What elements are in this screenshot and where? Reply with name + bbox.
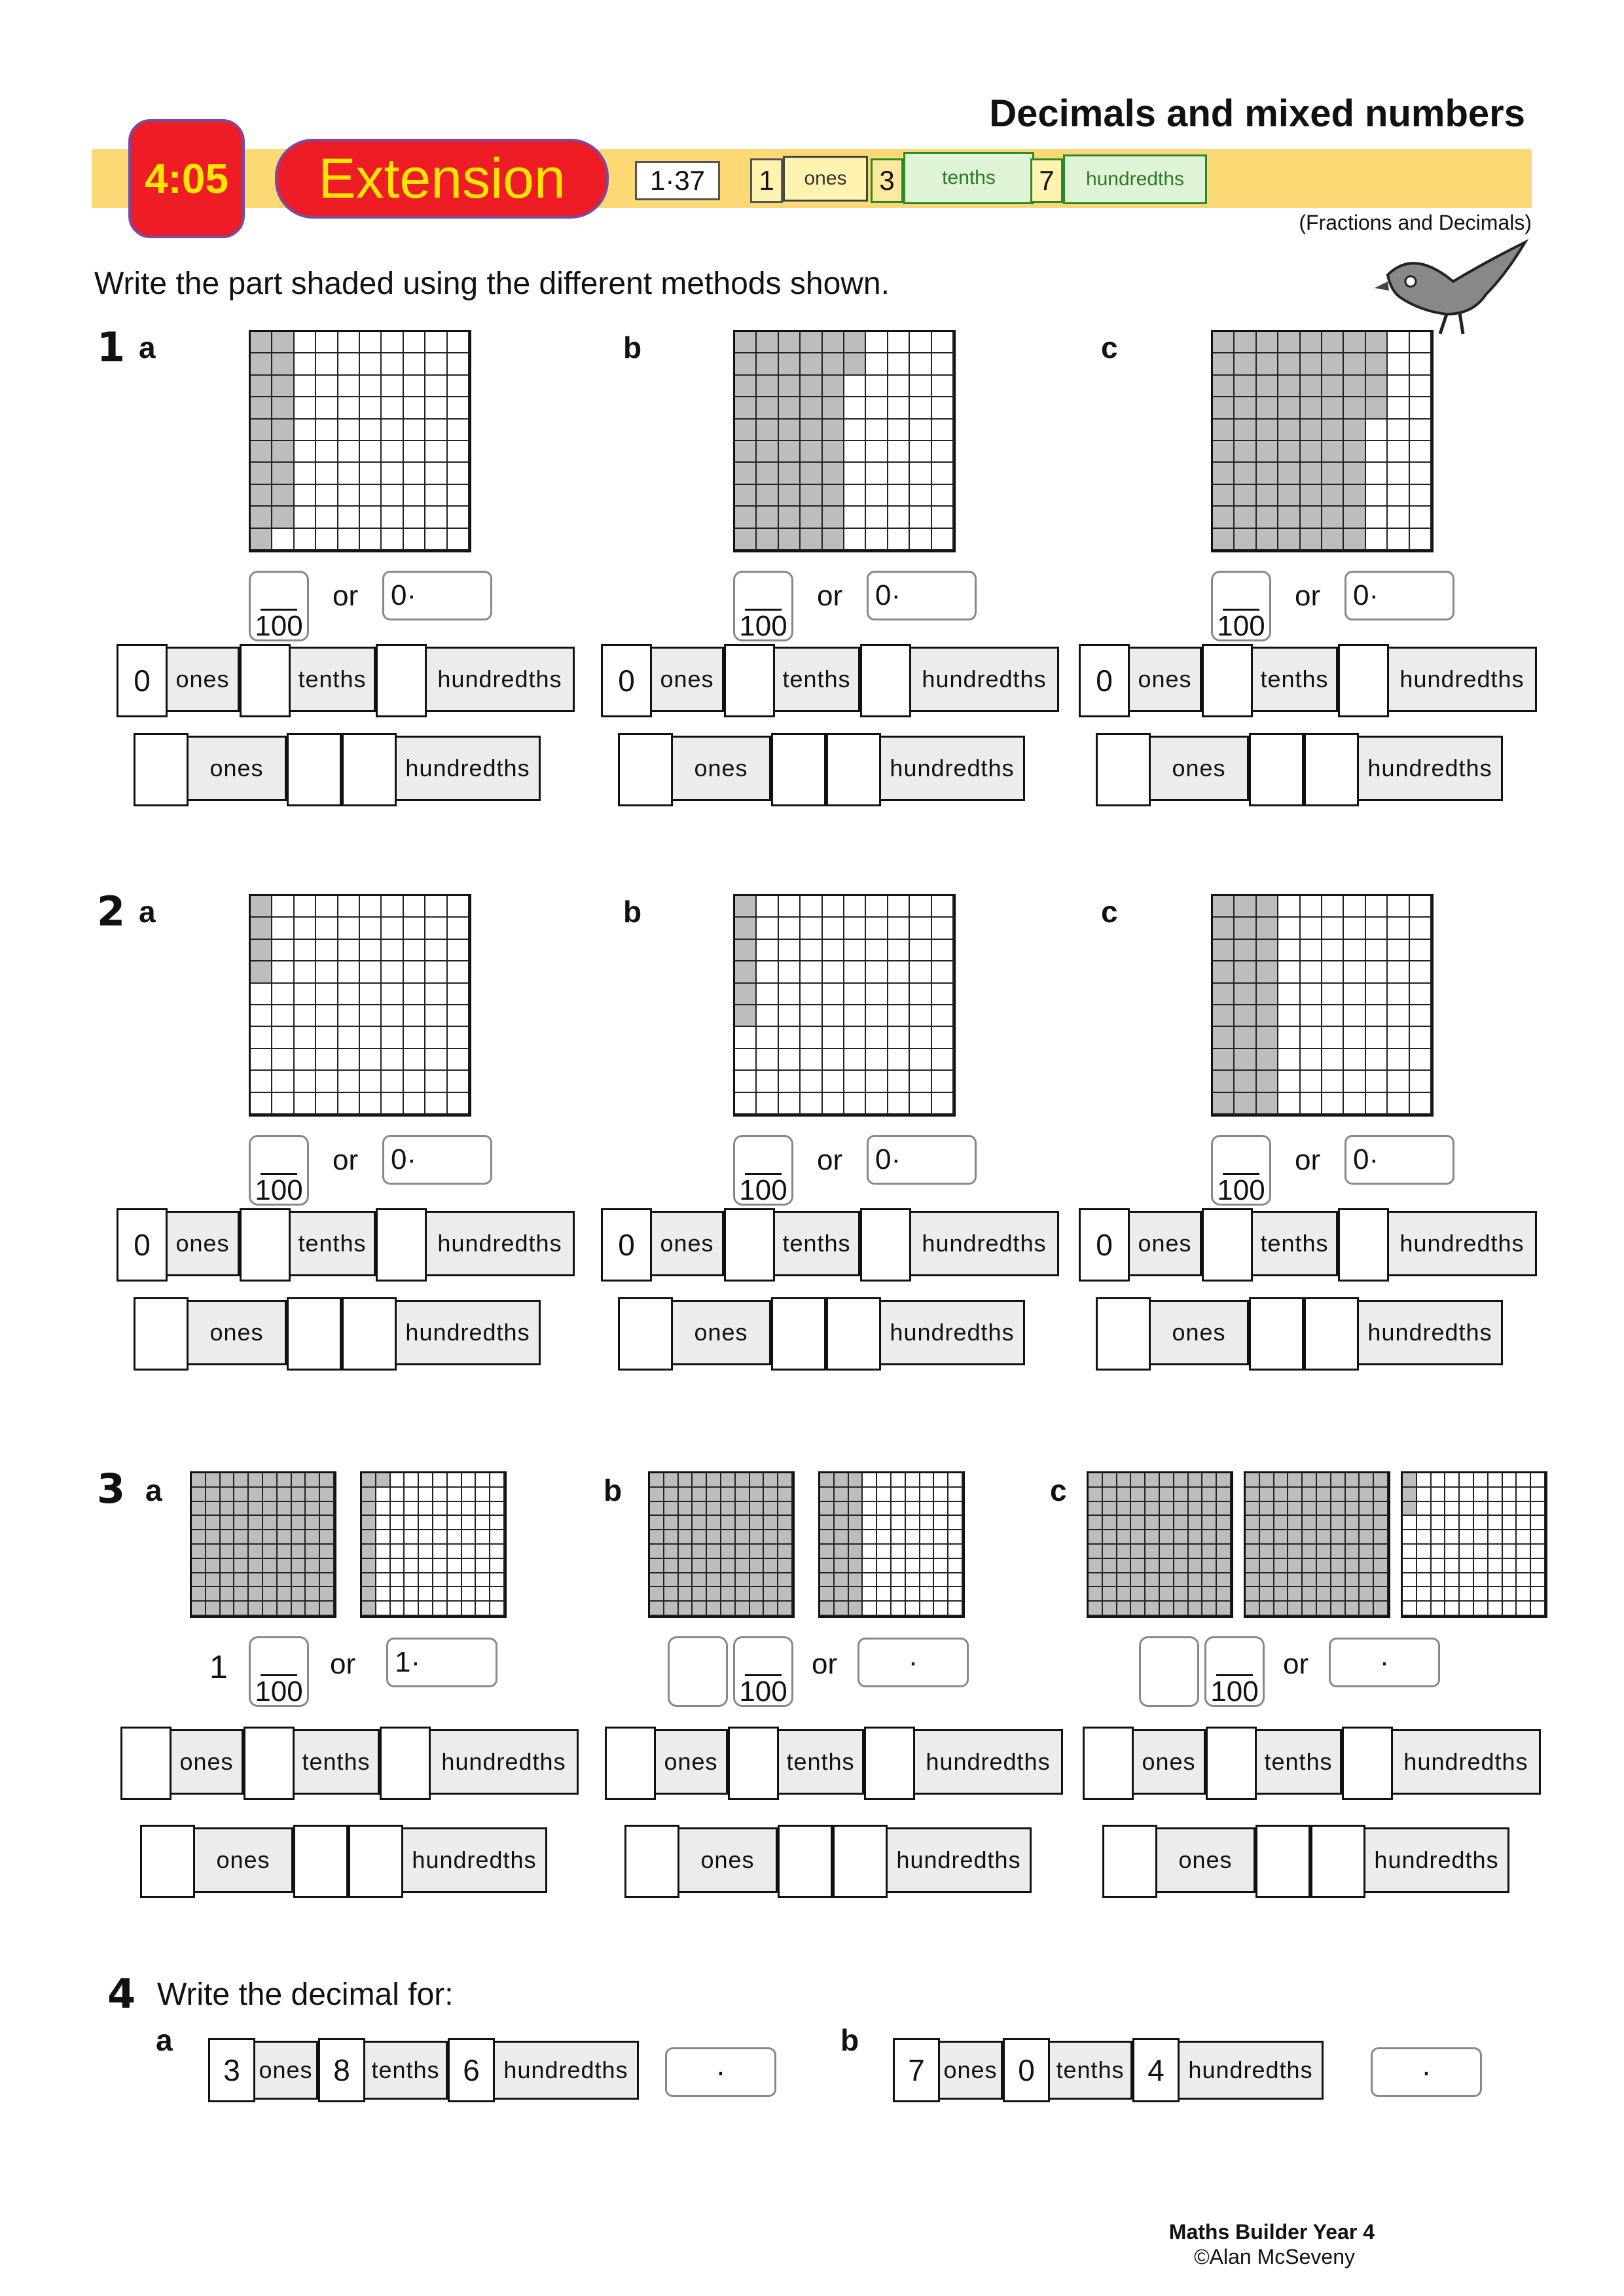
q3-b-denominator: 100 [739, 1676, 787, 1708]
q2-c-row1-hundredths-label: hundredths [1389, 1211, 1537, 1276]
q2-c-row1-tenths-label: tenths [1253, 1211, 1338, 1276]
q2-b-denominator: 100 [739, 1174, 787, 1206]
q3-c-row1-hundredths-label: hundredths [1393, 1729, 1541, 1795]
q2-c-row2-hundredths-box[interactable] [1304, 1297, 1359, 1371]
q1-c-row2-hundredths-box[interactable] [1304, 733, 1359, 806]
q3-c-row2-ones-box[interactable] [1102, 1825, 1157, 1898]
q2-b-row2-ones-box[interactable] [618, 1297, 673, 1371]
q3-a-row1-ones-label: ones [171, 1729, 244, 1795]
q2-b-row1-tenths-label: tenths [775, 1211, 860, 1276]
q2-b-row2-ones-label: ones [673, 1300, 771, 1365]
q4-a-ones-digit: 3 [208, 2038, 255, 2102]
q2-a-row1-ones-label: ones [168, 1211, 240, 1276]
code-badge: 4:05 [128, 119, 245, 238]
q2-c-denominator: 100 [1217, 1174, 1265, 1206]
q3-a-denominator: 100 [255, 1676, 303, 1708]
q2-c-row2-tenths-box[interactable] [1249, 1297, 1304, 1371]
q3-b-row2-ones-label: ones [679, 1827, 778, 1893]
q2-c-or: or [1295, 1144, 1321, 1176]
q1-c-row1-hundredths-label: hundredths [1389, 647, 1537, 712]
q3-b-row1-tenths-label: tenths [779, 1729, 864, 1795]
q1-b-row1-ones-label: ones [652, 647, 724, 712]
q3-a-row2-tenths-box[interactable] [293, 1825, 348, 1898]
q3-b-whole-box[interactable] [668, 1636, 728, 1707]
q3-a-row2-ones-label: ones [195, 1827, 293, 1893]
q4-a-ones-label: ones [255, 2041, 318, 2100]
q3-a-whole-number: 1 [209, 1649, 228, 1685]
q1-a-row1-tenths-label: tenths [291, 647, 376, 712]
q4-number: 4 [107, 1970, 136, 2018]
q3-a-row2-ones-box[interactable] [140, 1825, 195, 1898]
q2-c-row1-tenths-box[interactable] [1202, 1208, 1253, 1282]
q2-part-a-letter: a [139, 895, 156, 929]
q3-a-row1-ones-box[interactable] [120, 1727, 171, 1800]
q2-a-or: or [333, 1144, 359, 1176]
q1-c-row1-tenths-label: tenths [1253, 647, 1338, 712]
q2-a-row1-ones-box[interactable]: 0 [117, 1208, 168, 1282]
q3-a-row2-hundredths-label: hundredths [403, 1827, 547, 1893]
q3-b-or: or [812, 1648, 838, 1680]
instruction: Write the part shaded using the different methods shown. [94, 266, 890, 301]
q1-a-decimal-box[interactable]: 0· [382, 571, 492, 620]
q1-b-or: or [817, 580, 843, 612]
example-number: 1·37 [635, 161, 720, 200]
q3-a-row1-hundredths-box[interactable] [380, 1727, 431, 1800]
q1-c-decimal-box[interactable]: 0· [1344, 571, 1454, 620]
q3-b-row2-hundredths-label: hundredths [888, 1827, 1032, 1893]
q1-a-row1-ones-label: ones [168, 647, 240, 712]
q3-b-row1-hundredths-label: hundredths [915, 1729, 1063, 1795]
topic-title: Decimals and mixed numbers [989, 92, 1525, 135]
q3-a-grid-1 [190, 1471, 336, 1618]
q2-a-row2-ones-box[interactable] [134, 1297, 189, 1371]
q3-c-row1-ones-box[interactable] [1083, 1727, 1134, 1800]
q2-a-row2-hundredths-label: hundredths [397, 1300, 541, 1365]
q1-b-row2-ones-label: ones [673, 736, 771, 801]
q2-c-row2-hundredths-label: hundredths [1359, 1300, 1503, 1365]
q3-b-grid-2 [818, 1471, 965, 1618]
q3-a-or: or [330, 1648, 356, 1680]
q1-a-grid [249, 330, 471, 552]
q4-b-ones-digit: 7 [893, 2038, 940, 2102]
q1-part-c-letter: c [1101, 331, 1118, 365]
q2-c-decimal-box[interactable]: 0· [1344, 1135, 1454, 1185]
q1-b-row1-hundredths-label: hundredths [911, 647, 1059, 712]
q2-a-row2-ones-label: ones [189, 1300, 287, 1365]
q3-part-c-letter: c [1050, 1473, 1067, 1507]
q1-a-row1-hundredths-box[interactable] [376, 644, 427, 717]
q3-c-or: or [1283, 1648, 1309, 1680]
q4-prompt: Write the decimal for: [157, 1977, 454, 2012]
q1-a-row2-ones-label: ones [189, 736, 287, 801]
q3-c-row1-tenths-label: tenths [1257, 1729, 1342, 1795]
q1-b-row1-ones-box[interactable]: 0 [601, 644, 652, 717]
q3-c-grid-3 [1401, 1471, 1547, 1618]
q3-c-row1-ones-label: ones [1134, 1729, 1206, 1795]
q2-b-row1-tenths-box[interactable] [724, 1208, 775, 1282]
q3-b-row1-tenths-box[interactable] [728, 1727, 779, 1800]
q3-c-row2-tenths-box[interactable] [1255, 1825, 1310, 1898]
q3-b-grid-1 [648, 1471, 795, 1618]
q4-b-answer-box[interactable]: · [1371, 2047, 1482, 2097]
q2-a-decimal-box[interactable]: 0· [382, 1135, 492, 1185]
q1-b-row1-hundredths-box[interactable] [860, 644, 911, 717]
q1-a-row1-ones-box[interactable]: 0 [117, 644, 168, 717]
q2-a-row1-hundredths-label: hundredths [427, 1211, 575, 1276]
q3-b-decimal-box[interactable]: · [857, 1638, 969, 1687]
q1-b-row1-tenths-label: tenths [775, 647, 860, 712]
q3-c-row1-tenths-box[interactable] [1206, 1727, 1257, 1800]
q3-c-whole-box[interactable] [1139, 1636, 1199, 1707]
footer-author: ©Alan McSeveny [1194, 2245, 1355, 2269]
q3-b-row2-ones-box[interactable] [624, 1825, 679, 1898]
q3-a-row1-tenths-box[interactable] [244, 1727, 295, 1800]
q2-c-row2-ones-box[interactable] [1096, 1297, 1151, 1371]
q1-c-row1-hundredths-box[interactable] [1338, 644, 1389, 717]
q1-a-row2-tenths-box[interactable] [287, 733, 342, 806]
q3-a-row1-tenths-label: tenths [295, 1729, 380, 1795]
footer-book: Maths Builder Year 4 [1168, 2220, 1375, 2244]
q2-c-row1-ones-label: ones [1130, 1211, 1202, 1276]
q3-a-row2-hundredths-box[interactable] [348, 1825, 403, 1898]
q2-part-b-letter: b [623, 895, 642, 929]
q3-number: 3 [97, 1465, 126, 1513]
q1-c-grid [1211, 330, 1434, 552]
q4-a-hundredths-label: hundredths [495, 2041, 639, 2100]
q3-b-row2-tenths-box[interactable] [778, 1825, 833, 1898]
q4-b-hundredths-label: hundredths [1180, 2041, 1324, 2100]
q3-a-grid-2 [360, 1471, 507, 1618]
q2-a-grid [249, 894, 471, 1117]
example-ones-digit: 1 [750, 158, 783, 203]
q2-c-row1-ones-box[interactable]: 0 [1079, 1208, 1130, 1282]
q3-c-denominator: 100 [1210, 1676, 1259, 1708]
q4-b-ones-label: ones [940, 2041, 1003, 2100]
q1-a-row1-hundredths-label: hundredths [427, 647, 575, 712]
q2-a-row1-tenths-label: tenths [291, 1211, 376, 1276]
q2-a-row1-tenths-box[interactable] [240, 1208, 291, 1282]
q2-b-row2-hundredths-box[interactable] [826, 1297, 881, 1371]
subtitle: (Fractions and Decimals) [1299, 211, 1532, 234]
q1-a-row2-hundredths-label: hundredths [397, 736, 541, 801]
q3-part-a-letter: a [145, 1473, 162, 1507]
q1-c-row1-tenths-box[interactable] [1202, 644, 1253, 717]
q2-c-grid [1211, 894, 1434, 1117]
q4-a-tenths-digit: 8 [318, 2038, 365, 2102]
q2-a-row2-tenths-box[interactable] [287, 1297, 342, 1371]
q1-a-row1-tenths-box[interactable] [240, 644, 291, 717]
q2-b-row2-hundredths-label: hundredths [881, 1300, 1025, 1365]
example-tenths-digit: 3 [871, 158, 903, 203]
q4-a-hundredths-digit: 6 [448, 2038, 495, 2102]
q2-c-row2-ones-label: ones [1151, 1300, 1249, 1365]
q1-a-row2-hundredths-box[interactable] [342, 733, 397, 806]
q1-b-row2-tenths-box[interactable] [771, 733, 826, 806]
q2-b-row1-hundredths-label: hundredths [911, 1211, 1059, 1276]
q1-number: 1 [97, 323, 126, 371]
q3-c-row2-hundredths-box[interactable] [1310, 1825, 1365, 1898]
q1-c-or: or [1295, 580, 1321, 612]
q1-c-denominator: 100 [1217, 610, 1265, 642]
q1-b-row2-hundredths-box[interactable] [826, 733, 881, 806]
q1-part-a-letter: a [139, 331, 156, 365]
q3-c-grid-2 [1244, 1471, 1390, 1618]
q3-b-row2-hundredths-box[interactable] [833, 1825, 888, 1898]
q4-b-tenths-digit: 0 [1003, 2038, 1050, 2102]
q1-a-denominator: 100 [255, 610, 303, 642]
q2-b-row1-ones-label: ones [652, 1211, 724, 1276]
q1-b-grid [733, 330, 956, 552]
q2-b-decimal-box[interactable]: 0· [867, 1135, 977, 1185]
q4-b-tenths-label: tenths [1050, 2041, 1132, 2100]
q3-c-row1-hundredths-box[interactable] [1342, 1727, 1393, 1800]
q1-a-row2-ones-box[interactable] [134, 733, 189, 806]
q1-b-decimal-box[interactable]: 0· [867, 571, 977, 620]
q2-b-or: or [817, 1144, 843, 1176]
q2-part-c-letter: c [1101, 895, 1118, 929]
q2-a-row2-hundredths-box[interactable] [342, 1297, 397, 1371]
q3-b-row1-ones-label: ones [656, 1729, 728, 1795]
q1-part-b-letter: b [623, 331, 642, 365]
q1-c-row2-ones-label: ones [1151, 736, 1249, 801]
q1-b-denominator: 100 [739, 610, 787, 642]
q3-b-row1-ones-box[interactable] [605, 1727, 656, 1800]
q1-c-row1-ones-box[interactable]: 0 [1079, 644, 1130, 717]
q3-part-b-letter: b [604, 1473, 623, 1507]
q2-b-grid [733, 894, 956, 1117]
q1-a-or: or [333, 580, 359, 612]
example-hundredths-digit: 7 [1030, 158, 1063, 203]
q2-c-row1-hundredths-box[interactable] [1338, 1208, 1389, 1282]
q1-c-row2-ones-box[interactable] [1096, 733, 1151, 806]
example-tenths-label: tenths [903, 152, 1034, 204]
q2-b-row1-ones-box[interactable]: 0 [601, 1208, 652, 1282]
q4-b-letter: b [840, 2023, 859, 2057]
q1-c-row1-ones-label: ones [1130, 647, 1202, 712]
q4-b-hundredths-digit: 4 [1132, 2038, 1180, 2102]
q3-a-row1-hundredths-label: hundredths [431, 1729, 579, 1795]
q4-a-letter: a [156, 2023, 173, 2057]
q2-b-row1-hundredths-box[interactable] [860, 1208, 911, 1282]
q2-a-row1-hundredths-box[interactable] [376, 1208, 427, 1282]
q1-c-row2-tenths-box[interactable] [1249, 733, 1304, 806]
q3-b-row1-hundredths-box[interactable] [864, 1727, 915, 1800]
level-badge: Extension [275, 139, 609, 219]
q3-c-row2-hundredths-label: hundredths [1365, 1827, 1509, 1893]
q2-a-denominator: 100 [255, 1174, 303, 1206]
q4-a-tenths-label: tenths [365, 2041, 448, 2100]
q3-c-decimal-box[interactable]: · [1329, 1638, 1440, 1687]
example-ones-label: ones [783, 156, 868, 202]
q2-number: 2 [97, 888, 126, 935]
q2-b-row2-tenths-box[interactable] [771, 1297, 826, 1371]
q1-b-row1-tenths-box[interactable] [724, 644, 775, 717]
example-hundredths-label: hundredths [1063, 154, 1207, 204]
q4-a-answer-box[interactable]: · [665, 2047, 776, 2097]
q3-c-row2-ones-label: ones [1157, 1827, 1255, 1893]
q1-c-row2-hundredths-label: hundredths [1359, 736, 1503, 801]
q1-b-row2-ones-box[interactable] [618, 733, 673, 806]
q3-a-decimal-box[interactable]: 1· [386, 1638, 497, 1687]
q3-c-grid-1 [1087, 1471, 1233, 1618]
q1-b-row2-hundredths-label: hundredths [881, 736, 1025, 801]
